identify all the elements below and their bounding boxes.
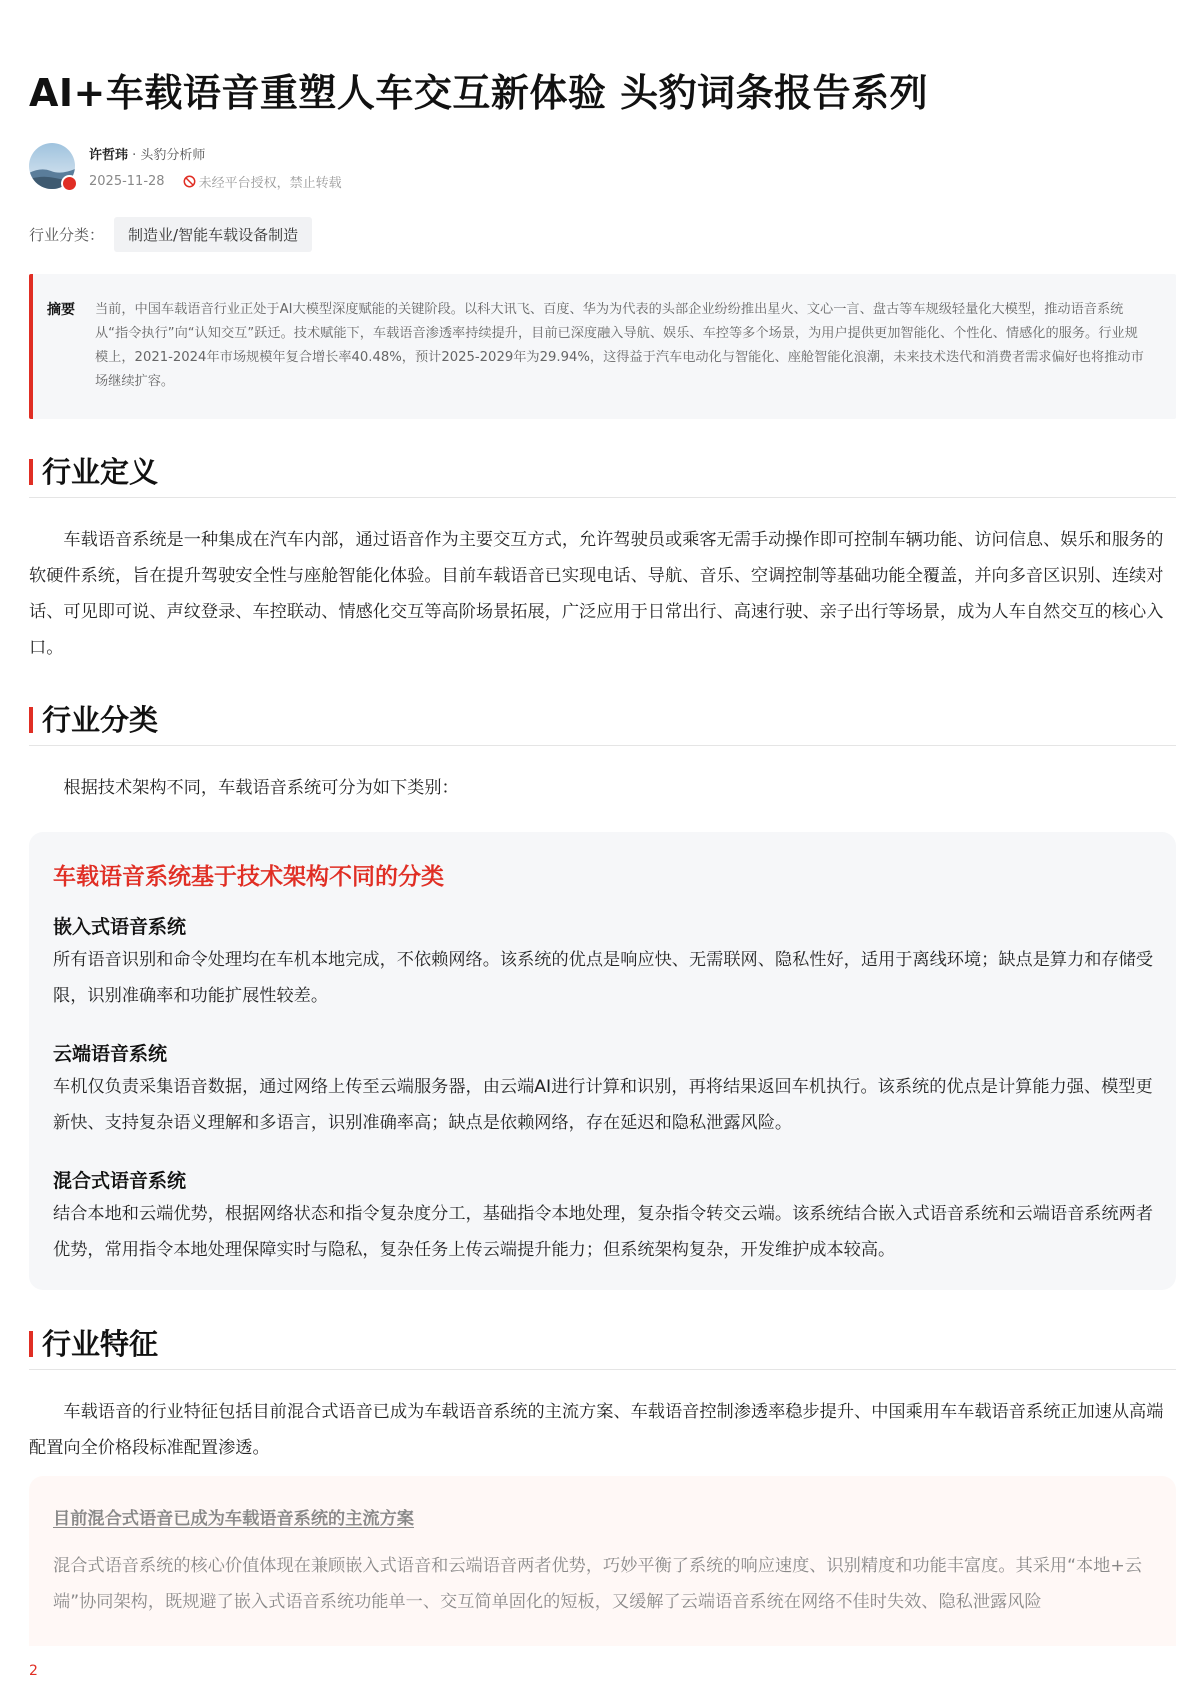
features-paragraph: 车载语音的行业特征包括目前混合式语音已成为车载语音系统的主流方案、车载语音控制渗透率稳步提升、中国乘用车车载语音系统正加速从高端配置向全价格段标准配置渗透。 <box>29 1402 1164 1458</box>
class-item-title: 混合式语音系统 <box>53 1170 187 1192</box>
section-header-definition <box>29 446 1176 498</box>
features-card-text: 混合式语音系统的核心价值体现在兼顾嵌入式语音和云端语音两者优势，巧妙平衡了系统的响应速度、识别精度和功能丰富度。其采用“本地+云端”协同架构，既规避了嵌入式语音系统功能单一、交互简单固化的短板，又缓解了云端语音系统在网络不佳时失效、隐私泄露风险 <box>53 1556 1142 1612</box>
page-title: AI+车载语音重塑人车交互新体验 头豹词条报告系列 <box>29 71 929 115</box>
meta-line <box>89 172 342 191</box>
class-item-cloud <box>53 1039 1153 1141</box>
class-item-hybrid <box>53 1166 1153 1268</box>
class-item-embedded <box>53 912 1153 1014</box>
class-item-text: 车机仅负责采集语音数据，通过网络上传至云端服务器，由云端AI进行计算和识别，再将结果返回车机执行。该系统的优点是计算能力强、模型更新快、支持复杂语义理解和多语言，识别准确率高；缺点是依赖网络，存在延迟和隐私泄露风险。 <box>53 1077 1153 1133</box>
category-label: 行业分类： <box>29 225 105 244</box>
abstract-label: 摘要 <box>47 302 75 318</box>
class-item-text: 结合本地和云端优势，根据网络状态和指令复杂度分工，基础指令本地处理，复杂指令转交云端。该系统结合嵌入式语音系统和云端语音系统两者优势，常用指令本地处理保障实时与隐私，复杂任务上传云端提升能力；但系统架构复杂，开发维护成本较高。 <box>53 1204 1154 1260</box>
section-title-features: 行业特征 <box>42 1327 159 1361</box>
features-card-title: 目前混合式语音已成为车载语音系统的主流方案 <box>53 1509 414 1529</box>
section-accent-bar <box>29 1331 33 1357</box>
section-accent-bar <box>29 707 33 733</box>
section-accent-bar <box>29 459 33 485</box>
industry-category <box>29 217 312 251</box>
class-item-text: 所有语音识别和命令处理均在车机本地完成，不依赖网络。该系统的优点是响应快、无需联网、隐私性好，适用于离线环境；缺点是算力和存储受限，识别准确率和功能扩展性较差。 <box>53 950 1154 1006</box>
no-repost-icon <box>183 175 196 188</box>
abstract-box <box>29 274 1176 419</box>
class-item-title: 云端语音系统 <box>53 1043 168 1065</box>
section-title-definition: 行业定义 <box>42 455 159 489</box>
abstract-text: 当前，中国车载语音行业正处于AI大模型深度赋能的关键阶段。以科大讯飞、百度、华为为代表的头部企业纷纷推出星火、文心一言、盘古等车规级轻量化大模型，推动语音系统从“指令执行”向“认知交互”跃迁。技术赋能下，车载语音渗透率持续提升，目前已深度融入导航、娱乐、车控等多个场景，为用户提供更加智能化、个性化、情感化的服务。行业规模上，2021-2024年市场规模年复合增长率40.48%，预计2025-2029年为29.94%，这得益于汽车电动化与智能化、座舱智能化浪潮，未来技术迭代和消费者需求偏好也将推动市场继续扩容。 <box>95 302 1144 389</box>
classification-card <box>29 832 1176 1290</box>
author-line <box>89 144 205 163</box>
section-header-classification <box>29 694 1176 746</box>
page-number: 2 <box>29 1663 38 1679</box>
class-item-title: 嵌入式语音系统 <box>53 916 187 938</box>
category-tag[interactable]: 制造业/智能车载设备制造 <box>114 217 312 252</box>
section-header-features <box>29 1318 1176 1370</box>
verified-badge-icon <box>61 175 78 192</box>
copyright-notice: 未经平台授权，禁止转载 <box>198 176 342 191</box>
author-name[interactable]: 许哲玮 <box>89 148 129 163</box>
author-block <box>29 143 629 193</box>
features-card <box>29 1476 1176 1646</box>
author-role: · 头豹分析师 <box>132 148 206 163</box>
definition-paragraph: 车载语音系统是一种集成在汽车内部，通过语音作为主要交互方式，允许驾驶员或乘客无需手动操作即可控制车辆功能、访问信息、娱乐和服务的软硬件系统，旨在提升驾驶安全性与座舱智能化体验。目前车载语音已实现电话、导航、音乐、空调控制等基础功能全覆盖，并向多音区识别、连续对话、可见即可说、声纹登录、车控联动、情感化交互等高阶场景拓展，广泛应用于日常出行、高速行驶、亲子出行等场景，成为人车自然交互的核心入口。 <box>29 530 1164 658</box>
publish-date: 2025-11-28 <box>89 174 165 189</box>
section-title-classification: 行业分类 <box>42 703 159 737</box>
classification-card-title: 车载语音系统基于技术架构不同的分类 <box>53 864 444 890</box>
classification-intro: 根据技术架构不同，车载语音系统可分为如下类别： <box>63 778 459 798</box>
